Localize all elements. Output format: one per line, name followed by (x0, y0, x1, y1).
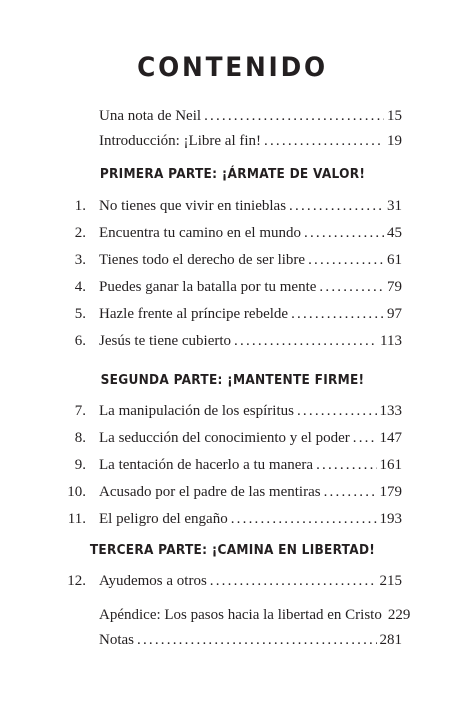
toc-entry-3 (0, 250, 465, 270)
toc-entry-label: Una nota de Neil (99, 108, 202, 124)
chapter-number: 5. (74, 306, 86, 322)
toc-entry-label: El peligro del engaño (99, 511, 228, 527)
section-heading-primera-parte: PRIMERA PARTE: ¡ÁRMATE DE VALOR! (99, 166, 366, 182)
toc-entry-label: Acusado por el padre de las mentiras (99, 484, 321, 500)
dot-leader (304, 223, 384, 243)
dot-leader (319, 277, 384, 297)
chapter-number: 10. (67, 484, 86, 500)
toc-entry-page: 229 (387, 607, 411, 623)
toc-entry-nota (0, 106, 465, 126)
toc-entry-notas (0, 630, 465, 650)
dot-leader (289, 196, 384, 216)
chapter-number: 12. (67, 573, 86, 589)
chapter-number: 8. (74, 430, 86, 446)
toc-entry-page: 113 (380, 333, 402, 349)
toc-entry-5 (0, 304, 465, 324)
toc-entry-page: 179 (379, 484, 402, 500)
chapter-number: 1. (74, 198, 86, 214)
toc-entry-page: 61 (387, 252, 402, 268)
toc-entry-label: La manipulación de los espíritus (99, 403, 294, 419)
dot-leader (308, 250, 384, 270)
dot-leader (291, 304, 384, 324)
toc-entry-12 (0, 571, 465, 591)
toc-entry-page: 79 (387, 279, 402, 295)
dot-leader (324, 482, 377, 502)
dot-leader (316, 455, 376, 475)
toc-entry-page: 31 (387, 198, 402, 214)
toc-entry-label: Ayudemos a otros (99, 573, 207, 589)
toc-entry-label: No tienes que vivir en tinieblas (99, 198, 287, 214)
chapter-number: 9. (74, 457, 86, 473)
toc-entry-1 (0, 196, 465, 216)
toc-entry-page: 97 (387, 306, 402, 322)
dot-leader (264, 131, 384, 151)
toc-entry-label: Introducción: ¡Libre al fin! (99, 133, 262, 149)
toc-entry-page: 215 (379, 573, 402, 589)
toc-entry-page: 161 (379, 457, 402, 473)
toc-entry-label: La seducción del conocimiento y el poder (99, 430, 350, 446)
section-heading-segunda-parte: SEGUNDA PARTE: ¡MANTENTE FIRME! (100, 372, 365, 388)
toc-entry-label: Apéndice: Los pasos hacia la libertad en Cristo (99, 607, 382, 623)
chapter-number: 11. (67, 511, 86, 527)
toc-entry-label: Notas (99, 632, 134, 648)
toc-entry-label: Puedes ganar la batalla por tu mente (99, 279, 317, 295)
dot-leader (353, 428, 377, 448)
toc-entry-10 (0, 482, 465, 502)
toc-entry-label: Jesús te tiene cubierto (99, 333, 232, 349)
toc-entry-page: 281 (379, 632, 402, 648)
toc-entry-page: 45 (387, 225, 402, 241)
toc-entry-page: 15 (387, 108, 402, 124)
toc-entry-2 (0, 223, 465, 243)
toc-entry-page: 133 (379, 403, 402, 419)
page-title: CONTENIDO (137, 52, 328, 83)
dot-leader (231, 509, 377, 529)
dot-leader (234, 331, 377, 351)
section-heading-tercera-parte: TERCERA PARTE: ¡CAMINA EN LIBERTAD! (89, 542, 376, 558)
toc-entry-6 (0, 331, 465, 351)
toc-entry-8 (0, 428, 465, 448)
toc-entry-label: Encuentra tu camino en el mundo (99, 225, 302, 241)
toc-entry-label: Tienes todo el derecho de ser libre (99, 252, 306, 268)
toc-entry-11 (0, 509, 465, 529)
toc-entry-apendice (0, 605, 465, 625)
toc-entry-label: Hazle frente al príncipe rebelde (99, 306, 289, 322)
chapter-number: 7. (74, 403, 86, 419)
toc-entry-label: La tentación de hacerlo a tu manera (99, 457, 314, 473)
dot-leader (204, 106, 384, 126)
toc-entry-7 (0, 401, 465, 421)
dot-leader (137, 630, 377, 650)
dot-leader (297, 401, 377, 421)
toc-entry-4 (0, 277, 465, 297)
chapter-number: 6. (74, 333, 86, 349)
toc-entry-page: 19 (387, 133, 402, 149)
chapter-number: 3. (74, 252, 86, 268)
dot-leader (210, 571, 377, 591)
toc-entry-introduccion (0, 131, 465, 151)
chapter-number: 2. (74, 225, 86, 241)
toc-entry-9 (0, 455, 465, 475)
toc-entry-page: 193 (379, 511, 402, 527)
chapter-number: 4. (74, 279, 86, 295)
toc-entry-page: 147 (379, 430, 402, 446)
